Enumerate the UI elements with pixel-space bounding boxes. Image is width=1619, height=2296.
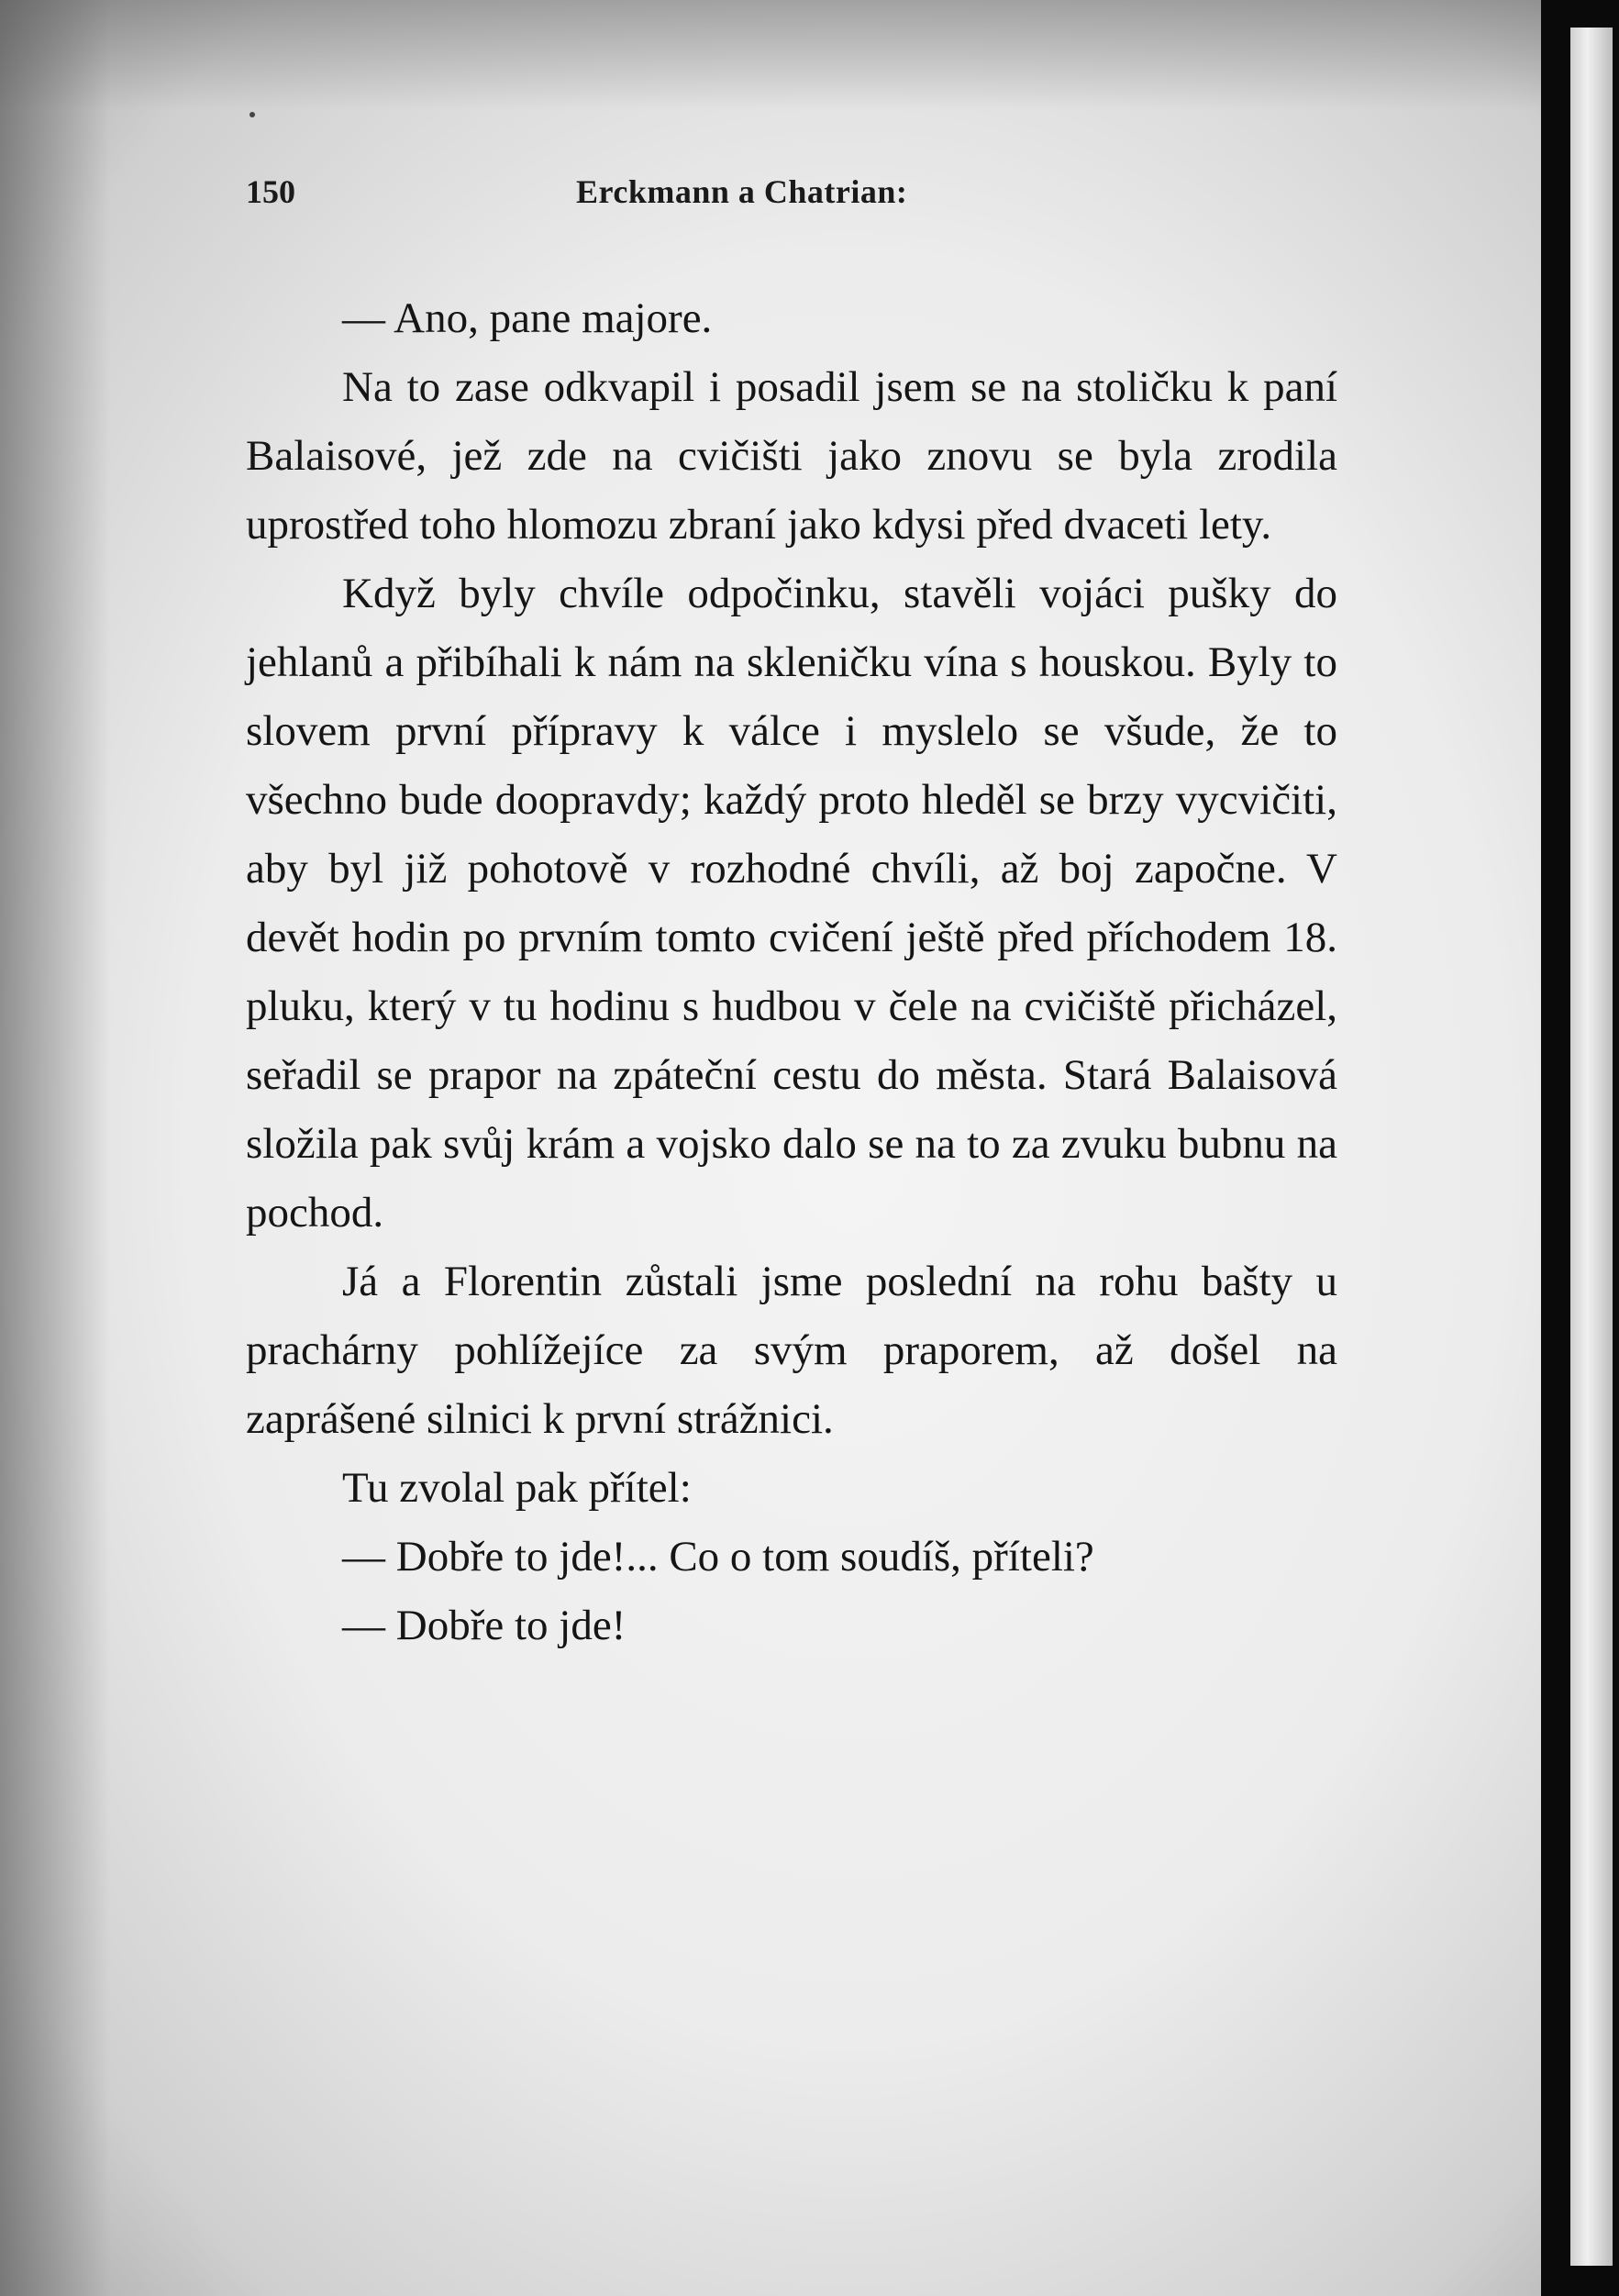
paragraph: Když byly chvíle odpočinku, stavěli vojáci pušky do jehlanů a přibíhali k nám na skleničku vína s houskou. Byly to slovem první přípravy k válce i myslelo se všude, že to všechno bude doopravdy; každý proto hleděl se brzy vycvičiti, aby byl již pohotově v rozhodné chvíli, až boj započne. V devět hodin po prvním tomto cvičení ještě před příchodem 18. pluku, který v tu hodinu s hudbou v čele na cvičiště přicházel, seřadil se prapor na zpáteční cestu do města. Stará Balaisová složila pak svůj krám a vojsko dalo se na to za zvuku bubnu na pochod. xyxy=(246,570,1337,1237)
paragraph: — Dobře to jde! xyxy=(342,1602,627,1649)
paragraph: — Dobře to jde!... Co o tom soudíš, příteli? xyxy=(342,1533,1094,1581)
running-head xyxy=(246,172,993,218)
body-text xyxy=(246,284,1337,1660)
print-speck xyxy=(250,112,255,117)
running-title: Erckmann a Chatrian: xyxy=(576,173,908,210)
paragraph: Já a Florentin zůstali jsme poslední na rohu bašty u prachárny pohlížejíce za svým praporem, až došel na zaprášené silnici k první strážnici. xyxy=(246,1258,1337,1443)
page-number: 150 xyxy=(246,173,295,210)
paragraph: Na to zase odkvapil i posadil jsem se na stoličku k paní Balaisové, jež zde na cvičišti jako znovu se byla zrodila uprostřed toho hlomozu zbraní jako kdysi před dvaceti lety. xyxy=(246,363,1337,549)
paragraph: Tu zvolal pak přítel: xyxy=(342,1464,692,1512)
paragraph: — Ano, pane majore. xyxy=(342,294,713,342)
next-page-edge xyxy=(1570,28,1613,2266)
